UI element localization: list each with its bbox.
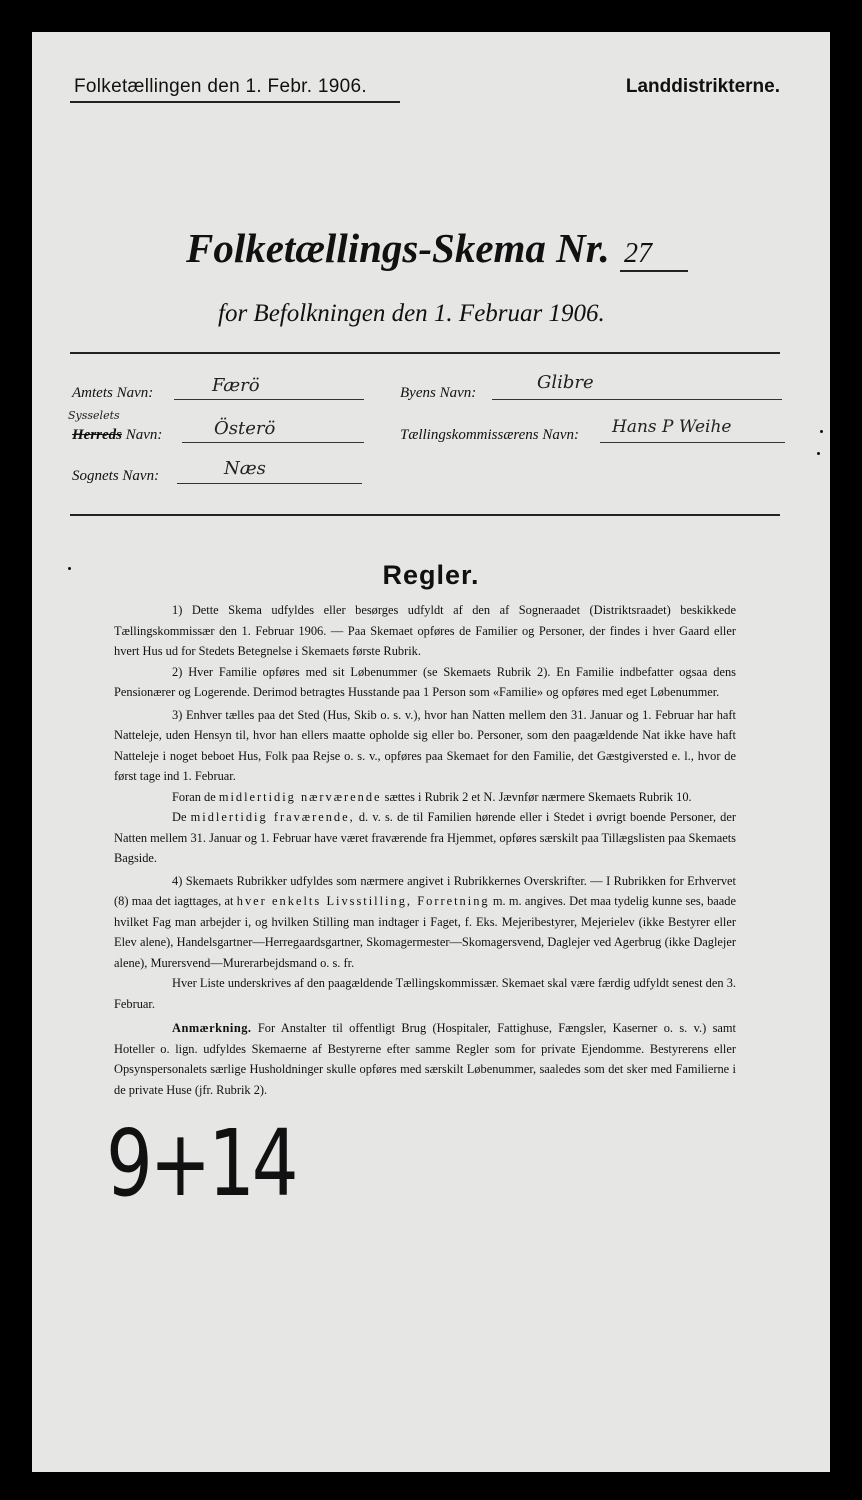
rule-4 — [114, 871, 736, 974]
byens-label: Byens Navn: — [400, 385, 477, 401]
census-form-page — [32, 32, 830, 1472]
amt-label: Amtets Navn: — [72, 385, 154, 401]
form-title-text: Folketællings-Skema Nr. — [186, 225, 610, 271]
form-subtitle: for Befolkningen den 1. Februar 1906. — [218, 300, 605, 327]
sogn-line — [177, 483, 362, 484]
scan-speck — [817, 452, 820, 455]
scan-speck — [68, 567, 71, 570]
rules-body — [114, 600, 736, 1100]
herred-suffix: Navn: — [125, 427, 163, 443]
rule-3-absent-pre: De — [172, 810, 187, 824]
herred-value: Österö — [214, 418, 276, 439]
rule-4-emph: hver enkelts Livsstilling, Forretning — [236, 894, 490, 908]
handwritten-note: 9+14 — [106, 1110, 296, 1217]
header-census-date: Folketællingen den 1. Febr. 1906. — [74, 76, 367, 97]
rule-3-present-pre: Foran de — [172, 789, 216, 804]
kommissaer-line — [600, 442, 785, 443]
rule-4-signature: Hver Liste underskrives af den paagældende Tællingskommissær. Skemaet skal være færdig udfyldt senest den 3. Februar. — [114, 976, 736, 1011]
header-district-type: Landdistrikterne. — [625, 76, 780, 97]
byens-line — [492, 399, 782, 400]
bottom-divider — [70, 514, 780, 516]
amt-line — [174, 399, 364, 400]
rule-3-absent — [114, 807, 736, 869]
top-divider — [70, 352, 780, 354]
scan-speck — [820, 430, 823, 433]
rule-3-present-emph: midlertidig nærværende — [218, 789, 382, 804]
rule-4-pre: 4) Skemaets Rubrikker udfyldes som nærmere angivet i Rubrikkernes Overskrifter. — I Rubrikken for Erhvervet (8) maa det iagttages, at — [114, 873, 736, 908]
amt-value: Færö — [212, 375, 260, 396]
kommissaer-value: Hans P Weihe — [612, 417, 732, 437]
annotation — [114, 1018, 736, 1100]
annotation-text: For Anstalter til offentligt Brug (Hospitaler, Fattighuse, Fængsler, Kaserner o. s. v.) samt Hoteller o. lign. udfyldes Skemaerne af Bestyrerne efter samme Regler som for private Ejendomme. Bestyrerens eller Opsynspersonalets særlige Husholdninger skulle opføres med særskilt Løbenummer, saaledes som det sker med Familierne i de private Huse (jfr. Rubrik 2). — [114, 1021, 736, 1097]
herred-line — [182, 442, 364, 443]
annotation-label: Anmærkning. — [172, 1021, 252, 1035]
rule-3-present — [114, 787, 736, 808]
herred-correction: Sysselets — [68, 409, 120, 422]
herred-struck: Herreds — [72, 427, 122, 443]
byens-value: Glibre — [537, 372, 594, 393]
rule-3-absent-emph: midlertidig fraværende, — [190, 810, 355, 824]
form-number: 27 — [620, 238, 688, 272]
regler-heading: Regler. — [382, 560, 480, 590]
rule-3-absent-post: d. v. s. de til Familien hørende eller i Stedet i øvrigt boende Personer, der Natten mellem 31. Januar og 1. Februar have været fraværende fra Hjemmet, opføres særskilt paa Tillægslisten paa Skemaets Bagside. — [114, 810, 736, 865]
form-title — [186, 224, 688, 272]
rule-4-post: m. m. angives. Det maa tydelig kunne ses, baade hvilket Fag man arbejder i, og hvilken Stilling man indtager i Faget, f. Eks. Mejeribestyrer, Mejerielev (ikke Bestyrer eller Elev alene), Handelsgartner—Herregaardsgartner, Skomagermester—Skomagersvend, Daglejer ved Agerbrug (ikke Daglejer alene), Murersvend—Murerarbejdsmand o. s. fr. — [114, 894, 736, 970]
rule-3-present-post: sættes i Rubrik 2 et N. Jævnfør nærmere Skemaets Rubrik 10. — [384, 789, 692, 804]
kommissaer-label: Tællingskommissærens Navn: — [400, 427, 580, 443]
rule-3: 3) Enhver tælles paa det Sted (Hus, Skib o. s. v.), hvor han Natten mellem den 31. Januar og 1. Februar har haft Natteleje, uden Hensyn til, hvor han ellers maatte opholde sig eller bo. Personer, som den paagældende Nat ikke have haft Natteleje i noget beboet Hus, Folk paa Rejse o. s. v., opføres paa Skemaet for den Familie, det Gæstgiversted e. l., hvor de først tage ind 1. Februar. — [114, 707, 736, 783]
header-underline — [70, 101, 400, 103]
herred-label — [72, 427, 162, 444]
rule-2: 2) Hver Familie opføres med sit Løbenummer (se Skemaets Rubrik 2). En Familie indbefatter ogsaa dens Pensionærer og Logerende. Derimod betragtes Husstande paa 1 Person som «Familie» og opføres med eget Løbenummer. — [114, 664, 736, 699]
sogn-label: Sognets Navn: — [72, 468, 160, 484]
rule-1: 1) Dette Skema udfyldes eller besørges udfyldt af den af Sogneraadet (Distriktsraadet) beskikkede Tællingskommissær den 1. Februar 1906. — Paa Skemaet opføres de Familier og Personer, der findes i hver Gaard eller hvert Hus ud for Stedets Betegnelse i Skemaets første Rubrik. — [114, 603, 736, 658]
sogn-value: Næs — [224, 458, 266, 479]
